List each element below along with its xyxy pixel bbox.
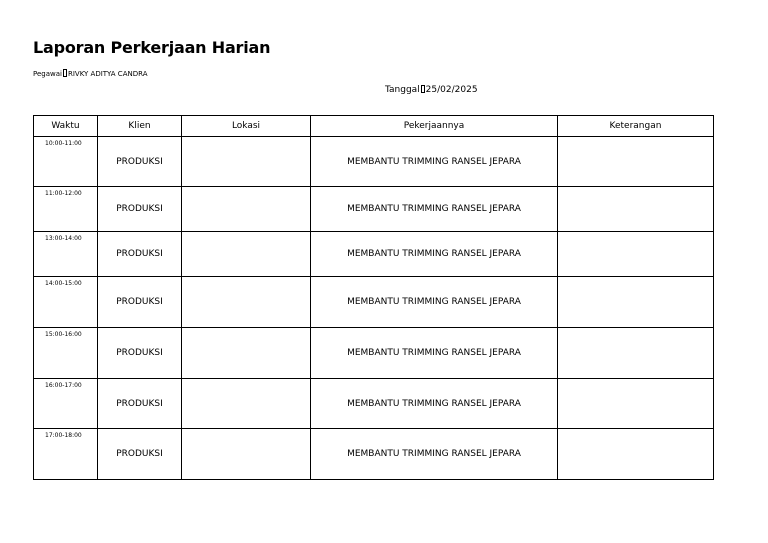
separator-glyph-icon [63,69,67,77]
location-cell [182,187,311,232]
separator-glyph-icon [421,85,425,93]
note-cell [558,232,714,277]
header-klien: Klien [98,116,182,137]
report-table [33,115,714,480]
note-cell [558,137,714,187]
work-cell: MEMBANTU TRIMMING RANSEL JEPARA [311,232,558,277]
time-cell: 13:00-14:00 [34,232,98,277]
date-value: 25/02/2025 [425,85,478,95]
location-cell [182,429,311,480]
work-cell: MEMBANTU TRIMMING RANSEL JEPARA [311,379,558,429]
table-row [34,379,714,429]
header-keterangan: Keterangan [558,116,714,137]
location-cell [182,277,311,328]
header-lokasi: Lokasi [182,116,311,137]
client-cell: PRODUKSI [98,328,182,379]
work-cell: MEMBANTU TRIMMING RANSEL JEPARA [311,277,558,328]
note-cell [558,328,714,379]
client-cell: PRODUKSI [98,232,182,277]
work-cell: MEMBANTU TRIMMING RANSEL JEPARA [311,429,558,480]
date-label: Tanggal [385,85,420,95]
note-cell [558,379,714,429]
time-cell: 10:00-11:00 [34,137,98,187]
location-cell [182,137,311,187]
time-cell: 17:00-18:00 [34,429,98,480]
table-row [34,232,714,277]
report-title: Laporan Perkerjaan Harian [33,38,271,57]
work-cell: MEMBANTU TRIMMING RANSEL JEPARA [311,328,558,379]
work-cell: MEMBANTU TRIMMING RANSEL JEPARA [311,137,558,187]
client-cell: PRODUKSI [98,379,182,429]
time-cell: 16:00-17:00 [34,379,98,429]
client-cell: PRODUKSI [98,137,182,187]
note-cell [558,429,714,480]
date-line [385,85,478,95]
table-row [34,137,714,187]
table-row [34,429,714,480]
table-row [34,328,714,379]
location-cell [182,379,311,429]
client-cell: PRODUKSI [98,429,182,480]
work-cell: MEMBANTU TRIMMING RANSEL JEPARA [311,187,558,232]
table-row [34,187,714,232]
employee-line [33,69,147,78]
table-header-row [34,116,714,137]
location-cell [182,328,311,379]
header-pekerjaannya: Pekerjaannya [311,116,558,137]
employee-name: RIVKY ADITYA CANDRA [67,70,148,78]
note-cell [558,277,714,328]
location-cell [182,232,311,277]
time-cell: 11:00-12:00 [34,187,98,232]
table-row [34,277,714,328]
client-cell: PRODUKSI [98,277,182,328]
time-cell: 15:00-16:00 [34,328,98,379]
client-cell: PRODUKSI [98,187,182,232]
time-cell: 14:00-15:00 [34,277,98,328]
header-waktu: Waktu [34,116,98,137]
employee-label: Pegawai [33,70,62,78]
note-cell [558,187,714,232]
